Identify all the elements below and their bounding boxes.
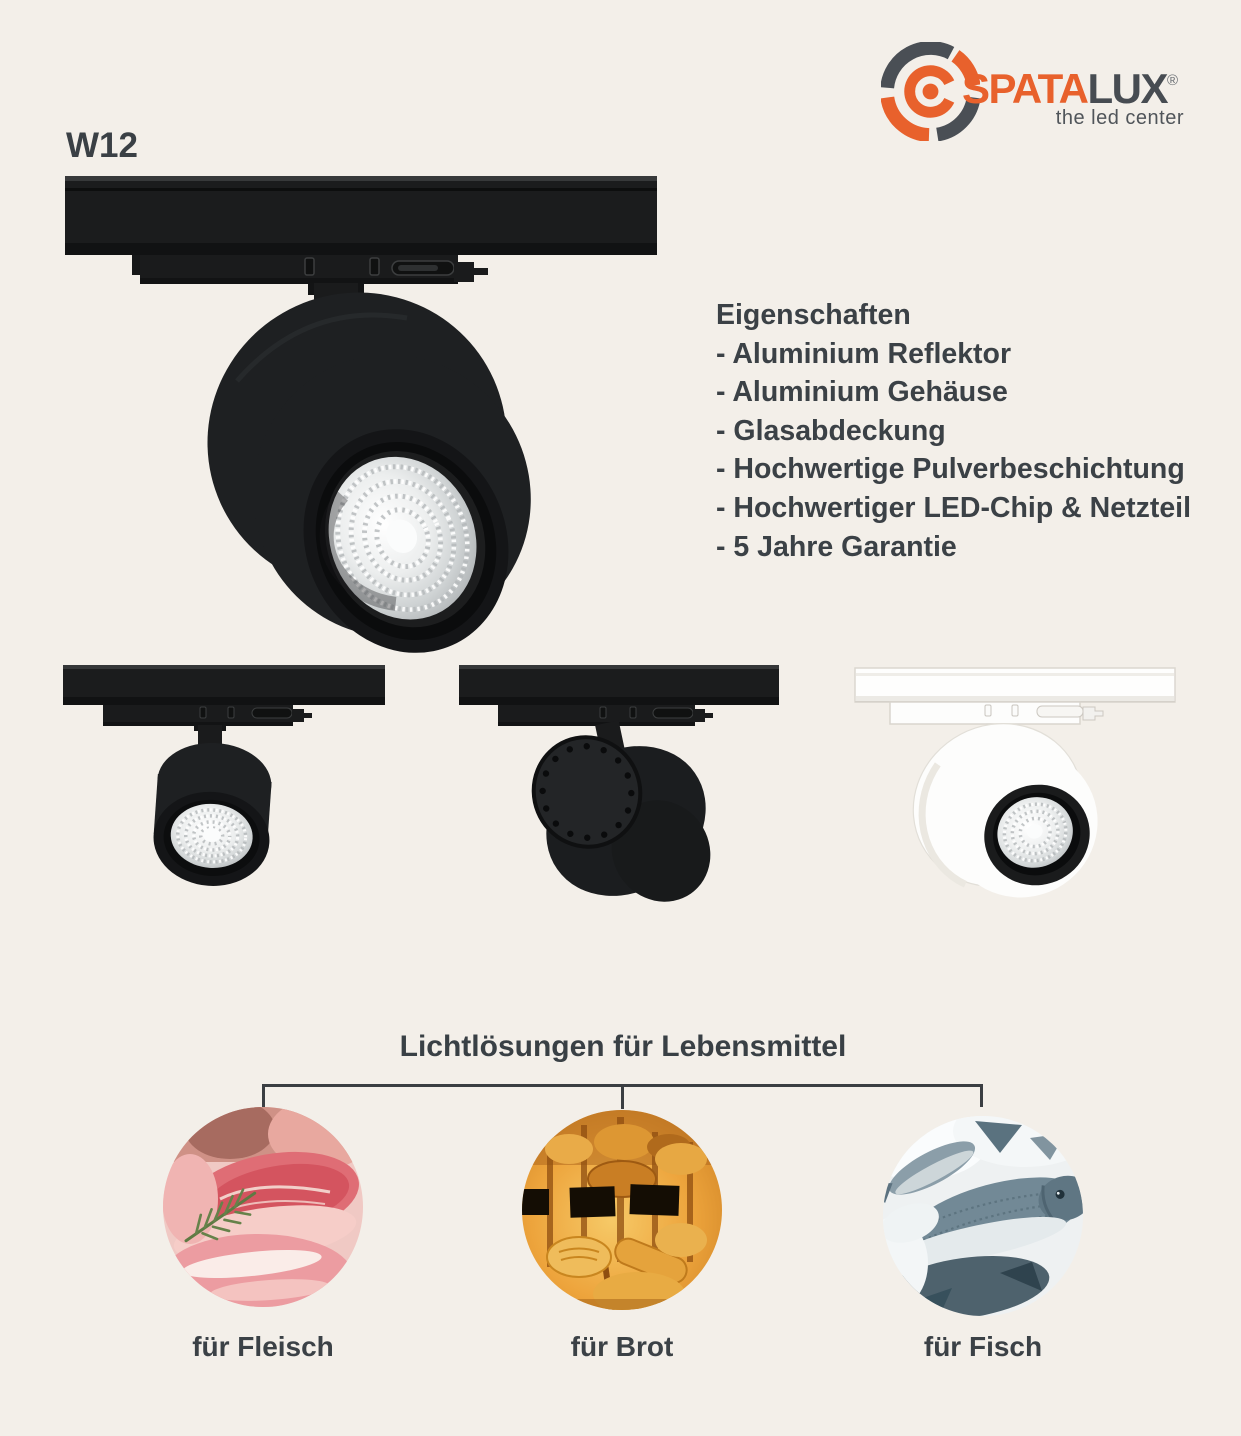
- label-fuer-brot: für Brot: [570, 1331, 674, 1362]
- feature-item: - Hochwertige Pulverbeschichtung: [716, 453, 1185, 486]
- connector-line-center: [621, 1084, 624, 1109]
- product-image-black-front-view: [62, 663, 392, 903]
- features-title: Eigenschaften: [716, 299, 911, 331]
- registered-trademark-symbol: ®: [1167, 72, 1179, 89]
- brand-wordmark: [962, 65, 1179, 112]
- features-list: [716, 296, 1191, 566]
- solutions-title: Lichtlösungen für Lebensmittel: [399, 1030, 847, 1063]
- feature-item: - Hochwertiger LED-Chip & Netzteil: [716, 491, 1192, 524]
- product-image-main-black-track-spot: [62, 166, 662, 661]
- feature-item: - 5 Jahre Garantie: [716, 530, 957, 563]
- photo-meat-circle: [160, 1104, 366, 1310]
- product-model: W12: [66, 126, 138, 165]
- brand-wordmark-secondary: LUX: [1087, 65, 1167, 112]
- feature-item: - Glasabdeckung: [716, 414, 946, 447]
- product-image-black-rear-view: [458, 663, 788, 903]
- brand-tagline: the led center: [1055, 107, 1184, 129]
- label-fuer-fleisch: für Fleisch: [192, 1331, 334, 1362]
- photo-bread-circle: [519, 1107, 725, 1313]
- connector-line-right: [980, 1084, 983, 1107]
- product-image-white-track-spot: [850, 655, 1190, 905]
- brand-wordmark-primary: SPATA: [962, 65, 1088, 112]
- feature-item: - Aluminium Gehäuse: [716, 376, 1008, 409]
- feature-item: - Aluminium Reflektor: [716, 337, 1012, 370]
- photo-fish-circle: [880, 1113, 1086, 1319]
- label-fuer-fisch: für Fisch: [923, 1331, 1043, 1362]
